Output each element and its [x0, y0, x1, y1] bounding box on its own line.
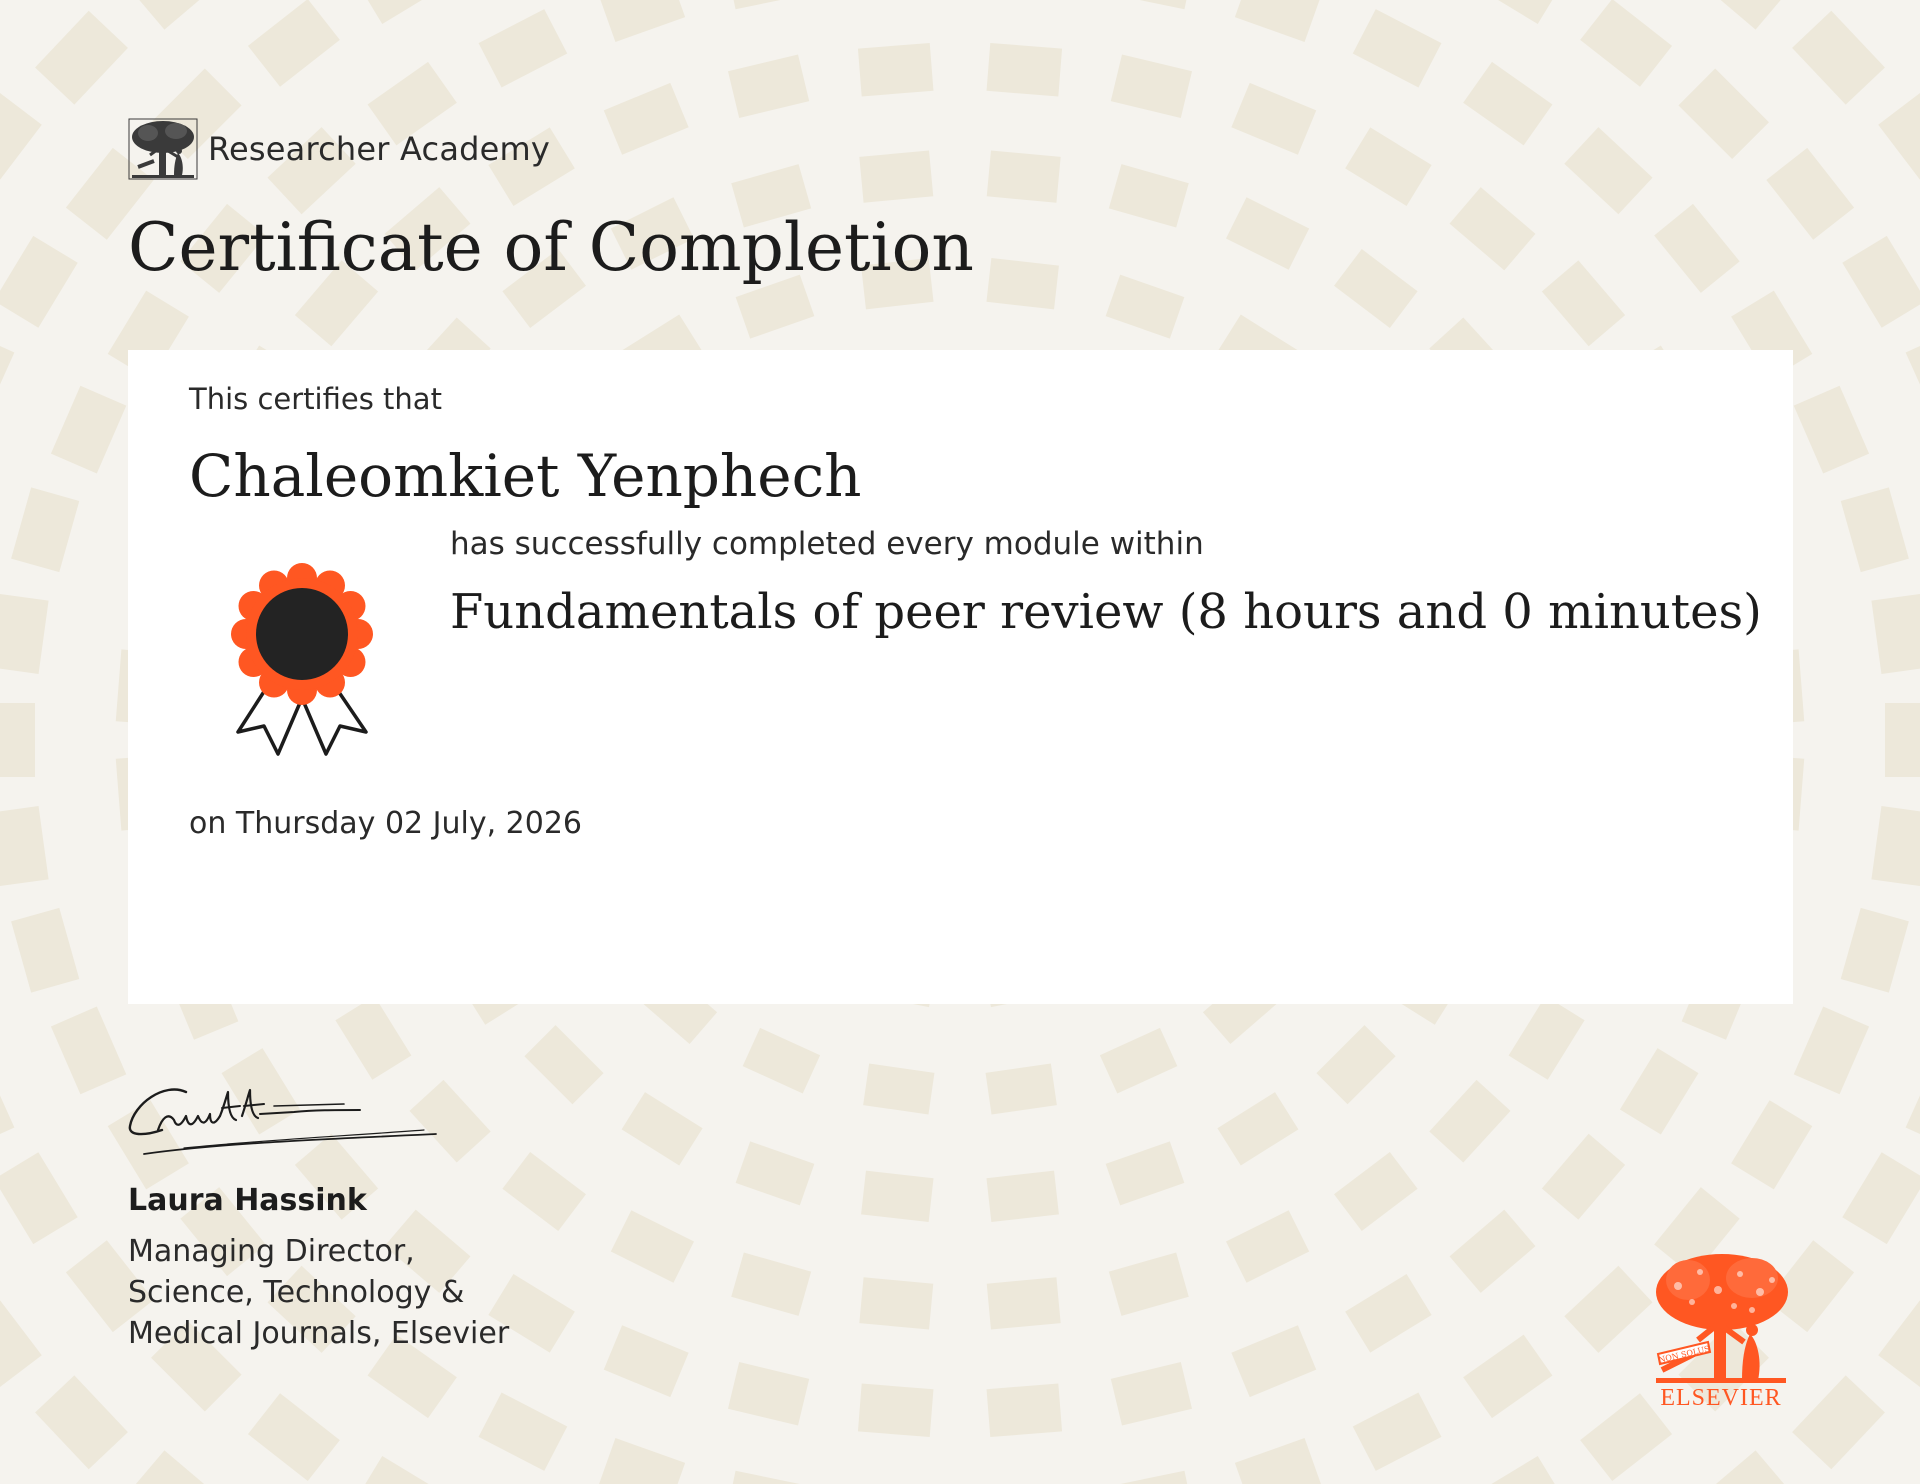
pattern-tile [1112, 1471, 1195, 1484]
pattern-tile [1792, 11, 1885, 105]
pattern-tile [1678, 69, 1769, 160]
pattern-tile [0, 1152, 78, 1244]
elsevier-tree-icon [1656, 1254, 1788, 1383]
brand-header [128, 116, 550, 182]
pattern-tile [1334, 1152, 1418, 1231]
pattern-tile [731, 1252, 811, 1315]
pattern-tile [51, 386, 126, 474]
pattern-tile [1580, 0, 1672, 87]
pattern-tile [524, 1025, 603, 1104]
pattern-tile [858, 43, 934, 97]
pattern-tile [604, 83, 689, 155]
pattern-tile [1100, 1028, 1177, 1094]
pattern-tile [599, 1438, 685, 1484]
pattern-tile [599, 0, 685, 42]
pattern-tile [1226, 197, 1309, 269]
pattern-tile [1463, 1335, 1552, 1419]
pattern-tile [1226, 1210, 1309, 1282]
pattern-tile [725, 0, 808, 9]
pattern-tile [1871, 806, 1920, 886]
pattern-tile [1542, 1134, 1625, 1220]
pattern-tile [1885, 703, 1920, 777]
pattern-tile [335, 996, 411, 1080]
pattern-tile [611, 1210, 694, 1282]
pattern-tile [987, 1384, 1063, 1438]
pattern-tile [1109, 164, 1189, 227]
completion-date: on Thursday 02 July, 2026 [189, 806, 583, 841]
pattern-tile [129, 1450, 223, 1484]
pattern-tile [479, 1392, 568, 1470]
pattern-tile [859, 1277, 933, 1329]
pattern-tile [1345, 127, 1431, 206]
pattern-tile [1429, 1080, 1510, 1163]
pattern-tile [1841, 487, 1909, 572]
recipient-name: Chaleomkiet Yenphech [189, 442, 862, 510]
pattern-tile [858, 1384, 934, 1438]
publisher-logo [1648, 1250, 1794, 1410]
pattern-tile [11, 908, 79, 993]
pattern-tile [502, 1152, 586, 1231]
pattern-tile [1841, 908, 1909, 993]
pattern-tile [1731, 1100, 1812, 1189]
pattern-tile [1696, 1450, 1790, 1484]
pattern-tile [0, 1058, 14, 1149]
pattern-tile [1794, 386, 1869, 474]
pattern-tile [986, 1171, 1058, 1222]
pattern-tile [986, 1064, 1057, 1115]
pattern-tile [1353, 1392, 1442, 1470]
pattern-tile [987, 150, 1061, 202]
certificate-card [128, 350, 1793, 1004]
pattern-tile [1231, 83, 1316, 155]
pattern-tile [622, 1092, 703, 1165]
pattern-tile [1235, 1438, 1321, 1484]
pattern-tile [1473, 0, 1565, 24]
pattern-tile [0, 703, 35, 777]
pattern-tile [728, 1362, 809, 1425]
pattern-tile [1792, 1375, 1885, 1469]
pattern-tile [1620, 1048, 1699, 1134]
pattern-tile [1766, 148, 1854, 240]
pattern-tile [1353, 9, 1442, 87]
pattern-tile [1106, 275, 1185, 339]
pattern-tile [1542, 260, 1625, 346]
pattern-tile [0, 236, 78, 328]
pattern-tile [725, 1471, 808, 1484]
pattern-tile [11, 487, 79, 572]
pattern-tile [1450, 187, 1536, 270]
pattern-tile [0, 594, 49, 674]
pattern-tile [479, 9, 568, 87]
pattern-tile [859, 150, 933, 202]
pattern-tile [1463, 62, 1552, 146]
pattern-tile [1106, 1141, 1185, 1205]
pattern-tile [987, 43, 1063, 97]
pattern-tile [1564, 1266, 1652, 1353]
pattern-tile [248, 0, 340, 87]
pattern-tile [604, 1325, 689, 1397]
signatory-role: Managing Director, Science, Technology & Medical Journals, Elsevier [128, 1234, 510, 1351]
pattern-tile [1794, 1007, 1869, 1095]
pattern-tile [1878, 92, 1920, 187]
pattern-tile [1109, 1252, 1189, 1315]
pattern-tile [248, 1393, 340, 1481]
pattern-tile [0, 92, 42, 187]
pattern-tile [1345, 1274, 1431, 1353]
pattern-tile [51, 1007, 126, 1095]
certificate-title: Certificate of Completion [128, 209, 974, 286]
pattern-tile [0, 806, 49, 886]
completion-statement: has successfully completed every module within [450, 526, 1204, 562]
award-rosette-icon [220, 558, 390, 768]
publisher-wordmark: ELSEVIER [1660, 1385, 1782, 1410]
signatory-name: Laura Hassink [128, 1183, 367, 1218]
pattern-tile [861, 1171, 933, 1222]
pattern-tile [736, 1141, 815, 1205]
pattern-tile [1654, 204, 1739, 293]
pattern-tile [1696, 0, 1790, 30]
pattern-tile [987, 1277, 1061, 1329]
pattern-tile [1112, 0, 1195, 9]
certifies-label: This certifies that [189, 382, 442, 416]
pattern-tile [1473, 1456, 1565, 1484]
pattern-tile [1450, 1210, 1536, 1293]
pattern-tile [1217, 1092, 1298, 1165]
pattern-tile [1842, 1152, 1920, 1244]
pattern-tile [1334, 249, 1418, 328]
pattern-tile [1509, 996, 1585, 1080]
pattern-tile [129, 0, 223, 30]
publisher-motto: NON SOLUS [1657, 1344, 1711, 1365]
pattern-tile [863, 1064, 934, 1115]
pattern-tile [1906, 331, 1920, 422]
pattern-tile [986, 258, 1058, 309]
pattern-tile [1564, 127, 1652, 214]
pattern-tile [1871, 594, 1920, 674]
pattern-tile [0, 1293, 42, 1388]
pattern-tile [1235, 0, 1321, 42]
pattern-tile [0, 331, 14, 422]
pattern-tile [355, 0, 447, 24]
pattern-tile [1111, 1362, 1192, 1425]
pattern-tile [35, 11, 128, 105]
course-title: Fundamentals of peer review (8 hours and 0 minutes) [450, 584, 1762, 640]
pattern-tile [1906, 1058, 1920, 1149]
pattern-tile [1231, 1325, 1316, 1397]
pattern-tile [1878, 1293, 1920, 1388]
pattern-tile [1842, 236, 1920, 328]
pattern-tile [35, 1375, 128, 1469]
elsevier-tree-icon [128, 117, 198, 181]
pattern-tile [1316, 1025, 1395, 1104]
pattern-tile [1111, 54, 1192, 117]
pattern-tile [355, 1456, 447, 1484]
pattern-tile [743, 1028, 820, 1094]
signature-image [124, 1070, 444, 1180]
pattern-tile [728, 54, 809, 117]
brand-name: Researcher Academy [208, 130, 551, 168]
